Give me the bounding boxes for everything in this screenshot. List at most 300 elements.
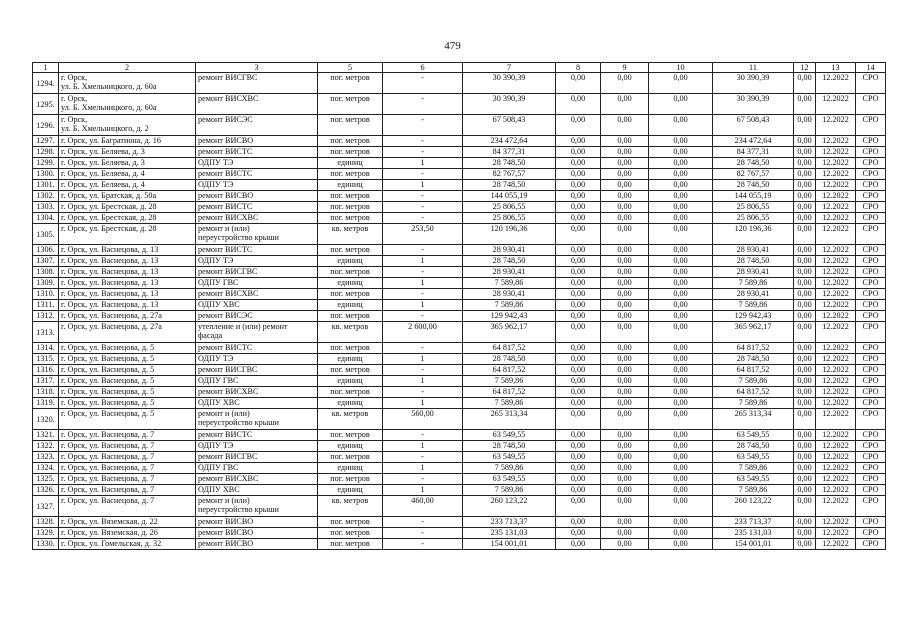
total-cost-cell: 144 055,19 xyxy=(463,191,556,202)
fund-cell: 0,00 xyxy=(601,474,649,485)
unit-cell: единиц xyxy=(318,158,383,169)
column-header: 2 xyxy=(59,63,196,73)
work-type-cell: ремонт ВИСЭС xyxy=(196,311,318,322)
work-type-cell: ремонт ВИСХВС xyxy=(196,289,318,300)
work-type-cell: ремонт и (или) переустройство крыши xyxy=(196,224,318,245)
fund-cell: 0,00 xyxy=(556,539,601,550)
row-number: 1328. xyxy=(33,517,59,528)
work-type-cell: ОДПУ ГВС xyxy=(196,463,318,474)
total-cost-cell: 28 748,50 xyxy=(463,256,556,267)
fund-cell: 28 748,50 xyxy=(713,180,794,191)
fund-cell: 0,00 xyxy=(794,147,816,158)
fund-cell: 0,00 xyxy=(649,539,713,550)
column-header: 9 xyxy=(601,63,649,73)
period-cell: 12.2022 xyxy=(816,115,856,136)
work-type-cell: ОДПУ ХВС xyxy=(196,398,318,409)
column-header: 14 xyxy=(856,63,886,73)
unit-cell: пог. метров xyxy=(318,202,383,213)
table-row xyxy=(33,169,886,180)
source-cell: СРО xyxy=(856,539,886,550)
fund-cell: 0,00 xyxy=(556,213,601,224)
fund-cell: 0,00 xyxy=(556,387,601,398)
work-type-cell: ремонт ВИСТС xyxy=(196,245,318,256)
table-row xyxy=(33,289,886,300)
table-row xyxy=(33,539,886,550)
volume-cell: - xyxy=(383,528,463,539)
row-number: 1310. xyxy=(33,289,59,300)
total-cost-cell: 7 589,86 xyxy=(463,463,556,474)
works-register-table xyxy=(32,62,886,550)
fund-cell: 0,00 xyxy=(556,202,601,213)
period-cell: 12.2022 xyxy=(816,73,856,94)
total-cost-cell: 260 123,22 xyxy=(463,496,556,517)
address-cell: г. Орск, ул. Братская, д. 50а xyxy=(59,191,196,202)
table-row xyxy=(33,278,886,289)
source-cell: СРО xyxy=(856,191,886,202)
total-cost-cell: 235 131,03 xyxy=(463,528,556,539)
source-cell: СРО xyxy=(856,354,886,365)
fund-cell: 7 589,86 xyxy=(713,300,794,311)
fund-cell: 0,00 xyxy=(601,528,649,539)
table-row xyxy=(33,180,886,191)
work-type-cell: ОДПУ ТЭ xyxy=(196,158,318,169)
work-type-cell: ремонт и (или) переустройство крыши xyxy=(196,496,318,517)
period-cell: 12.2022 xyxy=(816,278,856,289)
unit-cell: пог. метров xyxy=(318,528,383,539)
fund-cell: 0,00 xyxy=(794,387,816,398)
fund-cell: 28 930,41 xyxy=(713,267,794,278)
volume-cell: 1 xyxy=(383,278,463,289)
row-number: 1313. xyxy=(33,322,59,343)
source-cell: СРО xyxy=(856,224,886,245)
volume-cell: 1 xyxy=(383,354,463,365)
period-cell: 12.2022 xyxy=(816,452,856,463)
period-cell: 12.2022 xyxy=(816,463,856,474)
fund-cell: 0,00 xyxy=(794,191,816,202)
table-row xyxy=(33,441,886,452)
table-row xyxy=(33,528,886,539)
period-cell: 12.2022 xyxy=(816,94,856,115)
address-cell: г. Орск, ул. Васнецова, д. 7 xyxy=(59,441,196,452)
address-cell: г. Орск, ул. Гомельская, д. 32 xyxy=(59,539,196,550)
fund-cell: 0,00 xyxy=(649,224,713,245)
row-number: 1311. xyxy=(33,300,59,311)
fund-cell: 0,00 xyxy=(601,311,649,322)
fund-cell: 0,00 xyxy=(556,365,601,376)
page-number: 479 xyxy=(444,40,461,52)
work-type-cell: ОДПУ ГВС xyxy=(196,278,318,289)
fund-cell: 0,00 xyxy=(601,452,649,463)
period-cell: 12.2022 xyxy=(816,147,856,158)
volume-cell: 1 xyxy=(383,485,463,496)
row-number: 1306. xyxy=(33,245,59,256)
unit-cell: пог. метров xyxy=(318,73,383,94)
fund-cell: 0,00 xyxy=(556,267,601,278)
total-cost-cell: 28 748,50 xyxy=(463,158,556,169)
fund-cell: 234 472,64 xyxy=(713,136,794,147)
fund-cell: 0,00 xyxy=(556,158,601,169)
source-cell: СРО xyxy=(856,300,886,311)
fund-cell: 235 131,03 xyxy=(713,528,794,539)
fund-cell: 0,00 xyxy=(601,322,649,343)
fund-cell: 0,00 xyxy=(556,300,601,311)
address-cell: г. Орск, ул. Васнецова, д. 5 xyxy=(59,387,196,398)
total-cost-cell: 30 390,39 xyxy=(463,73,556,94)
period-cell: 12.2022 xyxy=(816,539,856,550)
work-type-cell: ремонт ВИСВО xyxy=(196,191,318,202)
fund-cell: 0,00 xyxy=(794,158,816,169)
unit-cell: единиц xyxy=(318,180,383,191)
fund-cell: 0,00 xyxy=(794,365,816,376)
fund-cell: 265 313,34 xyxy=(713,409,794,430)
total-cost-cell: 28 748,50 xyxy=(463,354,556,365)
fund-cell: 0,00 xyxy=(794,267,816,278)
table-row xyxy=(33,158,886,169)
row-number: 1324. xyxy=(33,463,59,474)
row-number: 1330. xyxy=(33,539,59,550)
fund-cell: 0,00 xyxy=(649,256,713,267)
volume-cell: - xyxy=(383,343,463,354)
total-cost-cell: 28 930,41 xyxy=(463,267,556,278)
total-cost-cell: 30 390,39 xyxy=(463,94,556,115)
fund-cell: 0,00 xyxy=(601,517,649,528)
fund-cell: 64 817,52 xyxy=(713,343,794,354)
volume-cell: - xyxy=(383,169,463,180)
work-type-cell: ремонт ВИСГВС xyxy=(196,73,318,94)
fund-cell: 0,00 xyxy=(556,191,601,202)
fund-cell: 0,00 xyxy=(556,441,601,452)
fund-cell: 0,00 xyxy=(794,409,816,430)
volume-cell: 1 xyxy=(383,158,463,169)
fund-cell: 25 806,55 xyxy=(713,202,794,213)
row-number: 1314. xyxy=(33,343,59,354)
table-row xyxy=(33,73,886,94)
unit-cell: кв. метров xyxy=(318,322,383,343)
volume-cell: - xyxy=(383,115,463,136)
work-type-cell: ремонт ВИСТС xyxy=(196,343,318,354)
fund-cell: 0,00 xyxy=(794,528,816,539)
fund-cell: 0,00 xyxy=(556,73,601,94)
fund-cell: 0,00 xyxy=(649,474,713,485)
address-cell: г. Орск, ул. Васнецова, д. 27а xyxy=(59,322,196,343)
period-cell: 12.2022 xyxy=(816,213,856,224)
fund-cell: 0,00 xyxy=(649,387,713,398)
fund-cell: 0,00 xyxy=(794,539,816,550)
fund-cell: 0,00 xyxy=(794,180,816,191)
source-cell: СРО xyxy=(856,73,886,94)
fund-cell: 82 767,57 xyxy=(713,169,794,180)
fund-cell: 28 930,41 xyxy=(713,245,794,256)
fund-cell: 0,00 xyxy=(556,463,601,474)
address-cell: г. Орск, ул. Б. Хмельницкого, д. 60а xyxy=(59,73,196,94)
fund-cell: 0,00 xyxy=(601,158,649,169)
table-row xyxy=(33,191,886,202)
fund-cell: 64 817,52 xyxy=(713,387,794,398)
source-cell: СРО xyxy=(856,441,886,452)
fund-cell: 0,00 xyxy=(649,409,713,430)
row-number: 1309. xyxy=(33,278,59,289)
total-cost-cell: 64 817,52 xyxy=(463,365,556,376)
fund-cell: 0,00 xyxy=(601,496,649,517)
total-cost-cell: 28 748,50 xyxy=(463,180,556,191)
source-cell: СРО xyxy=(856,147,886,158)
work-type-cell: ремонт ВИСТС xyxy=(196,147,318,158)
address-cell: г. Орск, ул. Васнецова, д. 5 xyxy=(59,409,196,430)
period-cell: 12.2022 xyxy=(816,496,856,517)
fund-cell: 0,00 xyxy=(794,343,816,354)
total-cost-cell: 7 589,86 xyxy=(463,485,556,496)
table-row xyxy=(33,300,886,311)
fund-cell: 0,00 xyxy=(794,136,816,147)
fund-cell: 0,00 xyxy=(601,180,649,191)
fund-cell: 0,00 xyxy=(649,147,713,158)
total-cost-cell: 233 713,37 xyxy=(463,517,556,528)
unit-cell: пог. метров xyxy=(318,387,383,398)
total-cost-cell: 84 377,31 xyxy=(463,147,556,158)
fund-cell: 28 930,41 xyxy=(713,289,794,300)
source-cell: СРО xyxy=(856,343,886,354)
volume-cell: - xyxy=(383,147,463,158)
work-type-cell: ремонт ВИСГВС xyxy=(196,452,318,463)
total-cost-cell: 25 806,55 xyxy=(463,213,556,224)
volume-cell: - xyxy=(383,474,463,485)
fund-cell: 0,00 xyxy=(794,245,816,256)
fund-cell: 0,00 xyxy=(649,267,713,278)
fund-cell: 0,00 xyxy=(649,376,713,387)
table-row xyxy=(33,147,886,158)
address-cell: г. Орск, ул. Брестская, д. 28 xyxy=(59,213,196,224)
fund-cell: 84 377,31 xyxy=(713,147,794,158)
table-row xyxy=(33,452,886,463)
row-number: 1316. xyxy=(33,365,59,376)
column-number-header xyxy=(33,63,886,73)
fund-cell: 0,00 xyxy=(556,278,601,289)
fund-cell: 7 589,86 xyxy=(713,278,794,289)
fund-cell: 0,00 xyxy=(601,224,649,245)
address-cell: г. Орск, ул. Васнецова, д. 5 xyxy=(59,398,196,409)
row-number: 1312. xyxy=(33,311,59,322)
source-cell: СРО xyxy=(856,430,886,441)
address-cell: г. Орск, ул. Б. Хмельницкого, д. 2 xyxy=(59,115,196,136)
fund-cell: 0,00 xyxy=(794,474,816,485)
table-row xyxy=(33,202,886,213)
fund-cell: 0,00 xyxy=(601,365,649,376)
unit-cell: пог. метров xyxy=(318,115,383,136)
row-number: 1300. xyxy=(33,169,59,180)
period-cell: 12.2022 xyxy=(816,224,856,245)
work-type-cell: ремонт ВИСТС xyxy=(196,169,318,180)
table-row xyxy=(33,496,886,517)
volume-cell: - xyxy=(383,517,463,528)
period-cell: 12.2022 xyxy=(816,136,856,147)
fund-cell: 0,00 xyxy=(649,289,713,300)
period-cell: 12.2022 xyxy=(816,365,856,376)
work-type-cell: ОДПУ ХВС xyxy=(196,300,318,311)
volume-cell: - xyxy=(383,539,463,550)
source-cell: СРО xyxy=(856,289,886,300)
unit-cell: пог. метров xyxy=(318,452,383,463)
source-cell: СРО xyxy=(856,496,886,517)
fund-cell: 0,00 xyxy=(649,463,713,474)
fund-cell: 0,00 xyxy=(649,158,713,169)
unit-cell: пог. метров xyxy=(318,474,383,485)
work-type-cell: утепление и (или) ремонт фасада xyxy=(196,322,318,343)
fund-cell: 0,00 xyxy=(556,452,601,463)
total-cost-cell: 25 806,55 xyxy=(463,202,556,213)
column-header: 12 xyxy=(794,63,816,73)
address-cell: г. Орск, ул. Васнецова, д. 13 xyxy=(59,300,196,311)
work-type-cell: ремонт ВИСГВС xyxy=(196,365,318,376)
fund-cell: 0,00 xyxy=(794,517,816,528)
row-number: 1297. xyxy=(33,136,59,147)
address-cell: г. Орск, ул. Васнецова, д. 7 xyxy=(59,496,196,517)
fund-cell: 25 806,55 xyxy=(713,213,794,224)
fund-cell: 0,00 xyxy=(649,115,713,136)
fund-cell: 0,00 xyxy=(794,322,816,343)
fund-cell: 0,00 xyxy=(649,213,713,224)
fund-cell: 0,00 xyxy=(601,191,649,202)
table-row xyxy=(33,398,886,409)
fund-cell: 0,00 xyxy=(601,289,649,300)
column-header: 3 xyxy=(196,63,318,73)
fund-cell: 0,00 xyxy=(649,278,713,289)
source-cell: СРО xyxy=(856,517,886,528)
total-cost-cell: 365 962,17 xyxy=(463,322,556,343)
fund-cell: 260 123,22 xyxy=(713,496,794,517)
work-type-cell: ремонт ВИСХВС xyxy=(196,94,318,115)
source-cell: СРО xyxy=(856,136,886,147)
address-cell: г. Орск, ул. Васнецова, д. 13 xyxy=(59,267,196,278)
address-cell: г. Орск, ул. Вяземская, д. 26 xyxy=(59,528,196,539)
fund-cell: 0,00 xyxy=(601,343,649,354)
column-header: 6 xyxy=(383,63,463,73)
fund-cell: 0,00 xyxy=(649,169,713,180)
address-cell: г. Орск, ул. Васнецова, д. 7 xyxy=(59,452,196,463)
source-cell: СРО xyxy=(856,169,886,180)
fund-cell: 0,00 xyxy=(649,73,713,94)
fund-cell: 0,00 xyxy=(601,354,649,365)
total-cost-cell: 129 942,43 xyxy=(463,311,556,322)
row-number: 1304. xyxy=(33,213,59,224)
unit-cell: пог. метров xyxy=(318,365,383,376)
fund-cell: 0,00 xyxy=(556,136,601,147)
source-cell: СРО xyxy=(856,158,886,169)
fund-cell: 0,00 xyxy=(649,441,713,452)
unit-cell: единиц xyxy=(318,398,383,409)
source-cell: СРО xyxy=(856,256,886,267)
fund-cell: 0,00 xyxy=(556,376,601,387)
table-row xyxy=(33,354,886,365)
fund-cell: 0,00 xyxy=(649,517,713,528)
fund-cell: 0,00 xyxy=(556,496,601,517)
address-cell: г. Орск, ул. Беляева, д. 3 xyxy=(59,158,196,169)
fund-cell: 28 748,50 xyxy=(713,441,794,452)
work-type-cell: ремонт ВИСВО xyxy=(196,528,318,539)
column-header: 11 xyxy=(713,63,794,73)
fund-cell: 63 549,55 xyxy=(713,430,794,441)
volume-cell: 1 xyxy=(383,256,463,267)
volume-cell: 1 xyxy=(383,300,463,311)
fund-cell: 0,00 xyxy=(556,528,601,539)
table-row xyxy=(33,409,886,430)
unit-cell: пог. метров xyxy=(318,517,383,528)
fund-cell: 0,00 xyxy=(794,485,816,496)
address-cell: г. Орск, ул. Багратиона, д. 16 xyxy=(59,136,196,147)
table-body xyxy=(33,63,886,550)
fund-cell: 7 589,86 xyxy=(713,485,794,496)
fund-cell: 0,00 xyxy=(794,115,816,136)
address-cell: г. Орск, ул. Васнецова, д. 13 xyxy=(59,256,196,267)
volume-cell: - xyxy=(383,430,463,441)
total-cost-cell: 63 549,55 xyxy=(463,474,556,485)
total-cost-cell: 64 817,52 xyxy=(463,387,556,398)
period-cell: 12.2022 xyxy=(816,354,856,365)
fund-cell: 233 713,37 xyxy=(713,517,794,528)
row-number: 1318. xyxy=(33,387,59,398)
source-cell: СРО xyxy=(856,485,886,496)
row-number: 1321. xyxy=(33,430,59,441)
period-cell: 12.2022 xyxy=(816,311,856,322)
fund-cell: 0,00 xyxy=(601,463,649,474)
total-cost-cell: 7 589,86 xyxy=(463,376,556,387)
fund-cell: 0,00 xyxy=(556,517,601,528)
table-row xyxy=(33,517,886,528)
row-number: 1301. xyxy=(33,180,59,191)
work-type-cell: ОДПУ ХВС xyxy=(196,485,318,496)
fund-cell: 67 508,43 xyxy=(713,115,794,136)
source-cell: СРО xyxy=(856,322,886,343)
fund-cell: 63 549,55 xyxy=(713,474,794,485)
unit-cell: пог. метров xyxy=(318,136,383,147)
row-number: 1320. xyxy=(33,409,59,430)
period-cell: 12.2022 xyxy=(816,289,856,300)
fund-cell: 30 390,39 xyxy=(713,73,794,94)
source-cell: СРО xyxy=(856,202,886,213)
fund-cell: 0,00 xyxy=(601,267,649,278)
table-row xyxy=(33,136,886,147)
address-cell: г. Орск, ул. Васнецова, д. 13 xyxy=(59,278,196,289)
unit-cell: единиц xyxy=(318,256,383,267)
fund-cell: 7 589,86 xyxy=(713,398,794,409)
address-cell: г. Орск, ул. Вяземская, д. 22 xyxy=(59,517,196,528)
address-cell: г. Орск, ул. Беляева, д. 4 xyxy=(59,169,196,180)
source-cell: СРО xyxy=(856,474,886,485)
period-cell: 12.2022 xyxy=(816,256,856,267)
volume-cell: - xyxy=(383,213,463,224)
fund-cell: 28 748,50 xyxy=(713,354,794,365)
volume-cell: - xyxy=(383,311,463,322)
address-cell: г. Орск, ул. Васнецова, д. 7 xyxy=(59,430,196,441)
total-cost-cell: 7 589,86 xyxy=(463,300,556,311)
volume-cell: - xyxy=(383,245,463,256)
work-type-cell: ремонт ВИСХВС xyxy=(196,474,318,485)
fund-cell: 0,00 xyxy=(794,354,816,365)
fund-cell: 0,00 xyxy=(556,94,601,115)
volume-cell: - xyxy=(383,191,463,202)
source-cell: СРО xyxy=(856,398,886,409)
address-cell: г. Орск, ул. Васнецова, д. 5 xyxy=(59,343,196,354)
total-cost-cell: 120 196,36 xyxy=(463,224,556,245)
source-cell: СРО xyxy=(856,245,886,256)
fund-cell: 0,00 xyxy=(601,213,649,224)
table-row xyxy=(33,387,886,398)
source-cell: СРО xyxy=(856,463,886,474)
fund-cell: 0,00 xyxy=(649,136,713,147)
period-cell: 12.2022 xyxy=(816,398,856,409)
fund-cell: 0,00 xyxy=(601,136,649,147)
period-cell: 12.2022 xyxy=(816,191,856,202)
fund-cell: 0,00 xyxy=(794,496,816,517)
